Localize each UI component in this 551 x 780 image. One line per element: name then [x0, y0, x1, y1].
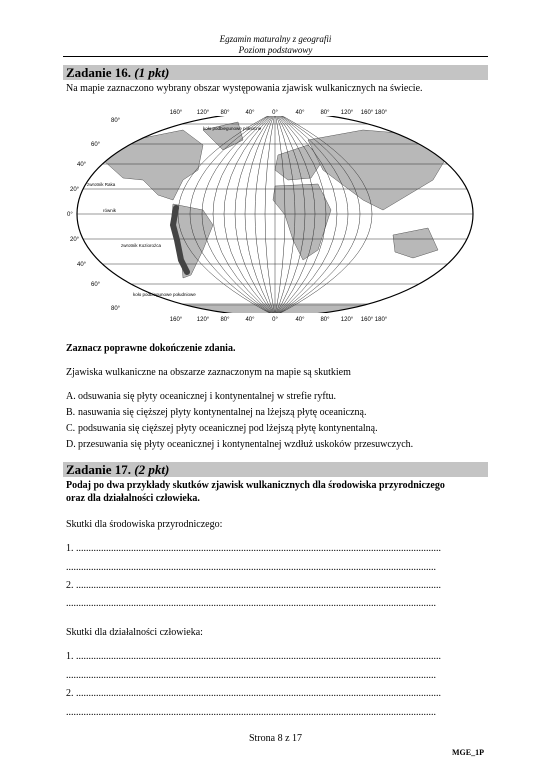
- lon-top-label: 80°: [320, 110, 330, 116]
- exam-level: Poziom podstawowy: [238, 45, 313, 55]
- option-d[interactable]: D. przesuwania się płyty oceanicznej i kontynentalnej wzdłuż uskoków przesuwczych.: [66, 439, 414, 450]
- lat-label: 20°: [70, 187, 80, 193]
- task16-title: Zadanie 16. (1 pkt): [66, 65, 170, 80]
- header-rule: [63, 56, 488, 57]
- task17-instruction-1: Podaj po dwa przykłady skutków zjawisk wulkanicznych dla środowiska przyrodniczego: [66, 480, 445, 491]
- lon-bottom-label: 120°: [340, 317, 354, 323]
- lat-label: 60°: [91, 282, 101, 288]
- world-map: [63, 100, 488, 328]
- lon-top-label: 160°: [169, 110, 183, 116]
- lat-label: 80°: [111, 118, 121, 124]
- exam-code: MGE_1P: [452, 748, 484, 757]
- arctic-circle-label: koło podbiegunowe północne: [203, 126, 262, 131]
- answer-line-nature-1[interactable]: 1. ..................................................................................................................................................: [66, 543, 441, 554]
- lon-bottom-label: 180°: [374, 317, 388, 323]
- task16-stem: Zjawiska wulkaniczne na obszarze zaznaczonym na mapie są skutkiem: [66, 367, 351, 378]
- lon-top-label: 120°: [340, 110, 354, 116]
- option-b[interactable]: B. nasuwania się cięższej płyty kontynentalnej na lżejszą płytę oceaniczną.: [66, 407, 367, 418]
- lon-top-label: 160°: [360, 110, 374, 116]
- lon-bottom-label: 40°: [295, 317, 305, 323]
- answer-line-human-2b[interactable]: ....................................................................................................................................................: [66, 707, 436, 718]
- tropic-capricorn-label: zwrotnik Koziorożca: [121, 243, 162, 248]
- lon-top-label: 0°: [272, 110, 278, 116]
- lon-top-label: 40°: [295, 110, 305, 116]
- lon-top-label: 40°: [245, 110, 255, 116]
- page-number: Strona 8 z 17: [248, 733, 303, 744]
- lon-top-label: 180°: [374, 110, 388, 116]
- answer-line-human-1[interactable]: 1. ..................................................................................................................................................: [66, 651, 441, 662]
- answer-line-human-1b[interactable]: ....................................................................................................................................................: [66, 670, 436, 681]
- option-c[interactable]: C. podsuwania się cięższej płyty oceanicznej pod lżejszą płytę kontynentalną.: [66, 423, 378, 434]
- answer-line-nature-2[interactable]: 2. ..................................................................................................................................................: [66, 580, 441, 591]
- tropic-cancer-label: zwrotnik Raka: [87, 182, 116, 187]
- lat-label: 60°: [91, 142, 101, 148]
- lat-label: 40°: [77, 162, 87, 168]
- task17-title: Zadanie 17. (2 pkt): [66, 462, 170, 477]
- lon-bottom-label: 160°: [360, 317, 374, 323]
- lon-top-label: 80°: [220, 110, 230, 116]
- page-header: [0, 34, 551, 56]
- answer-line-human-2[interactable]: 2. ..................................................................................................................................................: [66, 688, 441, 699]
- antarctic-circle-label: koło podbiegunowe południowe: [133, 292, 196, 297]
- lat-label: 20°: [70, 237, 80, 243]
- lon-top-label: 120°: [196, 110, 210, 116]
- answer-line-nature-1b[interactable]: ....................................................................................................................................................: [66, 562, 436, 573]
- lon-bottom-label: 80°: [320, 317, 330, 323]
- lat-label: 80°: [111, 306, 121, 312]
- lon-bottom-label: 80°: [220, 317, 230, 323]
- answer-line-nature-2b[interactable]: ....................................................................................................................................................: [66, 598, 436, 609]
- lon-bottom-label: 0°: [272, 317, 278, 323]
- exam-title: Egzamin maturalny z geografii: [219, 34, 332, 44]
- equator-label: równik: [103, 208, 117, 213]
- task16-intro: Na mapie zaznaczono wybrany obszar występowania zjawisk wulkanicznych na świecie.: [66, 83, 423, 94]
- lon-bottom-label: 120°: [196, 317, 210, 323]
- section-human-label: Skutki dla działalności człowieka:: [66, 627, 203, 638]
- option-a[interactable]: A. odsuwania się płyty oceanicznej i kontynentalnej w strefie ryftu.: [66, 391, 336, 402]
- task17-instruction-2: oraz dla działalności człowieka.: [66, 493, 200, 504]
- lat-label: 0°: [67, 212, 73, 218]
- lon-bottom-label: 40°: [245, 317, 255, 323]
- task16-instruction: Zaznacz poprawne dokończenie zdania.: [66, 343, 236, 354]
- section-nature-label: Skutki dla środowiska przyrodniczego:: [66, 519, 223, 530]
- lon-bottom-label: 160°: [169, 317, 183, 323]
- lat-label: 40°: [77, 262, 87, 268]
